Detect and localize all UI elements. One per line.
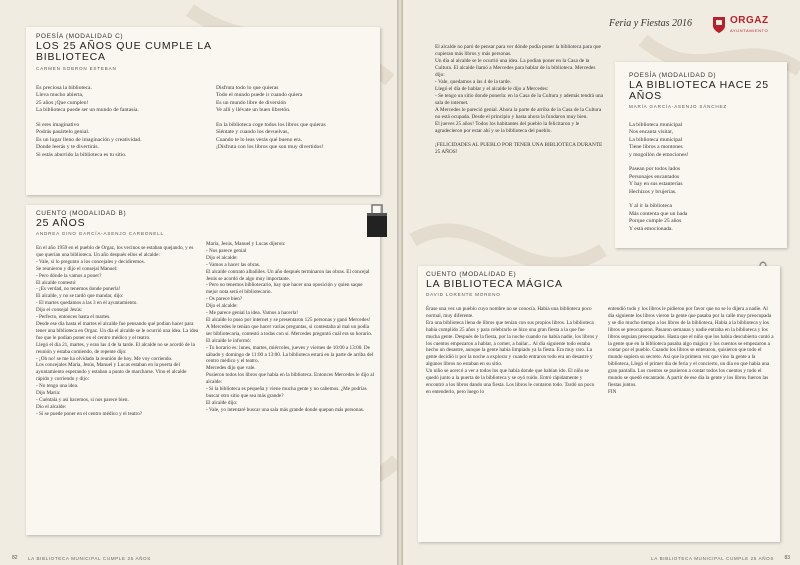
left-page-footer: LA BIBLIOTECA MUNICIPAL CUMPLE 25 AÑOS (28, 556, 151, 561)
poem1-column-2: Disfruta todo lo que quieras Todo el mundo puede ir cuando quiera Es un mundo libre de diversión Ve allí y llévate un buen libretón. En la biblioteca coge todos los libros que quieras Siéntate y cuando los devuelvas, Cuando te lo leas verás qué bueno era. ¡Disfruta con los libros que son muy divertidos! (216, 85, 326, 151)
story1-section: CUENTO (MODALIDAD B) (36, 210, 127, 217)
poem2-section: POESÍA (MODALIDAD D) (629, 72, 717, 79)
poem1-section: POESÍA (MODALIDAD C) (36, 33, 124, 40)
story2-section: CUENTO (MODALIDAD E) (426, 271, 517, 278)
story1-continued-text: El alcalde no paró de pensar para ver dónde podía poner la biblioteca para que cupieran más libros y más personas. Un día al alcalde se le ocurrió una idea. La podían poner en la Casa de la Cultura. El alcalde llamó a Mercedes para hablar de la biblioteca. Mercedes dijo: - Vale, quedamos a las 4 de la tarde. Llegó el día de hablar y el alcalde le dijo a Mercedes: - Se tengo un sitio donde ponerla: en la Casa de la Cultura y además tendrá una sala de internet. A Mercedes le pareció genial. Ahora la parte de arriba de la Casa de la Cultura no está ocupada. Desde el principio y hasta ahora la fundaron muy bien. El jueves 25 años! Todos los habitantes del pueblo la felicitaron y le agradecieron por estar ahí y se la biblioteca del pueblo. ¡FELICIDADES AL PUEBLO POR TENER UNA BIBLIOTECA DURANTE 25 AÑOS! (435, 44, 603, 155)
poem2-text: La biblioteca municipal Nos encanta visitar, La biblioteca municipal Tiene libros a montones y mogollón de emociones! Pasean por todos lados Personajes encantados Y hay en sus estanterías Hechizos y brujerías. Y al ir la biblioteca Más contenta que un hada Porque cumple 25 años Y está emocionada. (629, 122, 689, 232)
coat-of-arms-icon (712, 16, 726, 34)
story1-author: ANDREA GINO GARCÍA-ASENJO CARBONELL (36, 231, 164, 236)
poem1-author: CARMEN SOBRON ESTEBAN (36, 66, 117, 71)
story-card-25-anos (26, 205, 380, 535)
right-page-number: 83 (784, 555, 790, 561)
poem-card-25-years (26, 27, 380, 195)
poem2-author: MARÍA GARCÍA-ASENJO SÁNCHEZ (629, 104, 727, 109)
story1-title: 25 AÑOS (36, 217, 86, 229)
logo-name: ORGAZ (730, 15, 769, 26)
story-card-biblioteca-magica (418, 266, 780, 542)
story1-column-2: María, Jesús, Manuel y Lucas dijeron: - Nos parece genial Dijo el alcalde: - Vamos a hacer las obras. El alcalde contrató albañiles. Un año después terminaron las obras. El concejal Jesús se acordó de algo muy importante. - Pero no tenemos bibliotecario, hay que hacer una oposición y quien saque mejor nota será el bibliotecario. - Os parece bien? Dijo el alcalde: - Me parece genial la idea. Vamos a hacerla! El alcalde lo puso por internet y se presentaron 125 personas y ganó Mercedes! A Mercedes le tenían que hacer varias preguntas, si contestaba al mal un podía ser bibliotecaria, contestó a todas con sí. Mercedes preguntó cuál era su horario. El alcalde le informó: - Tu horario es: lunes, martes, miércoles, jueves y viernes de 10:00 a 13:00. De sábado y domingo de 11:00 a 13:00. La biblioteca estará en la parte de arriba del centro médico y el teatro. Mercedes dijo que vale. Pusieron todos los libros que había en la biblioteca. Entonces Mercedes le dijo al alcalde: - Si la biblioteca es pequeña y viene mucha gente y no cabemos. ¿Me podrías buscar otro sitio que sea más grande? El alcalde dijo: - Vale, yo intentaré buscar una sala más grande donde quepan más personas. (206, 241, 374, 413)
left-page-number: 82 (12, 555, 18, 561)
story2-column-1: Érase una vez un pueblo cuyo nombre no se conocía. Había una biblioteca poco normal, muy diferente. Era una biblioteca llena de libros que tenían con sus propios libros. La biblioteca había cumplido 25 años y para celebrarlo se hizo una gran fiesta a la que fue mucha gente. Después de la fiesta, por la noche cuando no había nadie, los libros y los cuentos empezaron a hablar, a comer, a bailar... Al día siguiente todo estaba hecho un desastre, aunque la gente había limpiado ya la fiesta. Era muy raro. La gente decidió ir por la noche a explorar y cuando entraron todo era un desastre y algunos libros no estaban en su sitio. Un niño se acercó a ver a todos los que había donde que habían ido. El niño se quedó junto a la puerta de la biblioteca y se oyó ruido. Entró rápidamente y encontró a los libros dando una fiesta. Los libros le contaron todo. Tardó un poco en entenderlo, pero luego lo (426, 306, 598, 395)
story2-header (426, 271, 726, 297)
poem2-title: LA BIBLIOTECA HACE 25 AÑOS (629, 79, 769, 102)
page-header-title: Feria y Fiestas 2016 (609, 18, 693, 29)
logo-subtitle: AYUNTAMIENTO (730, 28, 769, 33)
story1-header (36, 210, 336, 236)
orgaz-logo (712, 15, 787, 39)
poem1-column-1: Es preciosa la biblioteca. Lleva mucho abierta, 25 años ¡Que cumplen! La biblioteca puede ser un mundo de fantasía. Si eres imaginativo Podrás pasártelo genial. Es un lugar lleno de imaginación y creatividad. Donde leerás y te divertirás. Si estás aburrido la biblioteca es tu sitio. (36, 85, 142, 158)
story1-continued (435, 44, 603, 156)
right-page (403, 0, 800, 565)
right-page-footer: LA BIBLIOTECA MUNICIPAL CUMPLE 25 AÑOS (651, 556, 774, 561)
poem1-header (36, 33, 276, 71)
poem-card-la-biblioteca (615, 62, 787, 248)
poem1-title: LOS 25 AÑOS QUE CUMPLE LA BIBLIOTECA (36, 40, 212, 63)
binder-clip-icon (364, 203, 390, 239)
story2-column-2: entendió todo y los libros le pidieron por favor que no se lo dijera a nadie. Al día siguiente los libros vieron la gente que pasaba por la calle muy preocupada y se dio mucho tiempo a los libros de la biblioteca, Había a la biblioteca y los libros se preocuparon. Pasaron semanas y nadie entraba en la biblioteca y los libros seguían preocupados. Hasta que el niño que los había descubierto contó a la gente que en la biblioteca pasaba algo mágico y los cuentos se empezaron a contar por el pueblo. Cuando los libros se enteraron, quisieron que todo el mundo supiera su secreto. Así que la primera vez que vino la gente a la biblioteca, Llegó el primer día de feria y el concierto, un día en que había una gran pantalla. Los cuentos se pusieron a contar todos los cuentos y todo el mundo se quedó encantado. A partir de ese día la gente y los libros fueron las fiestas juntos. FIN (608, 306, 774, 395)
left-page (0, 0, 397, 565)
story2-author: DAVID LORENTE MORENO (426, 292, 501, 297)
poem2-header (629, 72, 779, 109)
story2-title: LA BIBLIOTECA MÁGICA (426, 278, 563, 290)
story1-column-1: En el año 1959 en el pueblo de Orgaz, los vecinos se estaban quejando, y es que querían una biblioteca. Un año después ellos el alcalde: - Vale, si lo pregunto a los concejales y decidiremos. Se reunieron y dijo el consejal Manuel: - Pero dónde la vamos a poner? El alcalde contestó: - ¡Es verdad, no tenemos donde ponerla! El alcalde, y no se tardó que mandar, dijo: - El martes quedamos a las 3 en el ayuntamiento. Dijo el consejal Jesús: - Perfecto, entonces hasta el martes. Desde ese día hasta el martes el alcalde fue pensando qué podían hacer para tener una biblioteca en Orgaz. Un día el alcalde se le ocurrió una idea. La idea fue que le podían poner en el centro médico y el teatro. Llegó el día 21, martes, y eran las 4 de la tarde. El alcalde no se acordó de la reunión y estaba comiendo, de repente dijo: - ¡Oh no! se me ha olvidado la reunión de hoy. Me voy corriendo. Los concejales María, Jesús, Manuel y Lucas estaban en la puerta del ayuntamiento esperando y estaban a punto de marcharse. Vino el alcalde rápido y corriendo y dijo: - No tengo una idea. Dijo María: - Cuéntala y así hacemos, si nos parece bien. Dio el alcalde: - Sí se puede poner en el centro médico y el teatro? (36, 245, 199, 417)
